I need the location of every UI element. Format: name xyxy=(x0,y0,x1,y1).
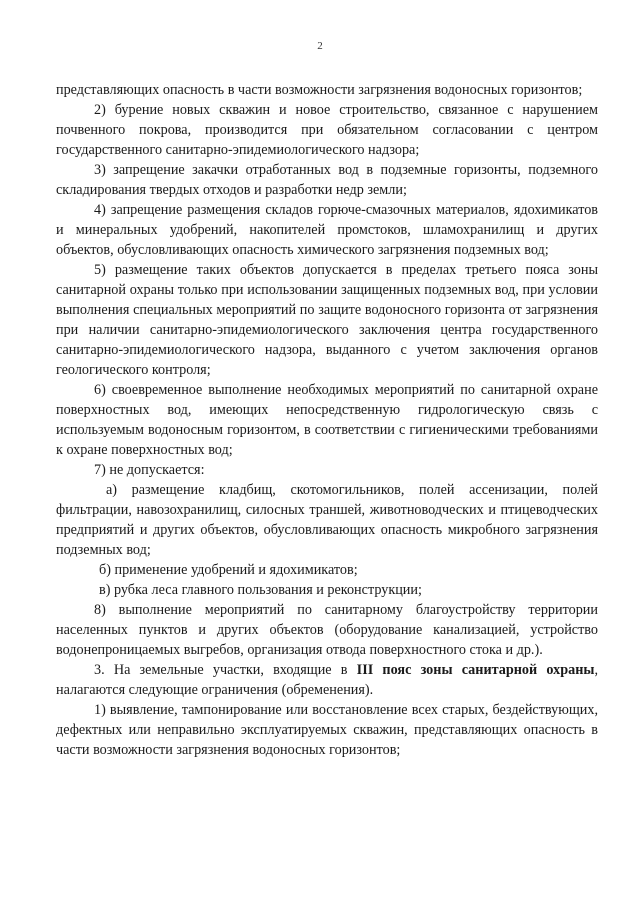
paragraph: 1) выявление, тампонирование или восстановление всех старых, бездействующих, дефектных или неправильно эксплуатируемых скважин, представляющих опасность в части возможности загрязнения водоносных горизонтов; xyxy=(56,702,598,758)
paragraph: 8) выполнение мероприятий по санитарному благоустройству территории населенных пунктов и других объектов (оборудование канализацией, устройство водонепроницаемых выгребов, организация отвода поверхностного стока и др.). xyxy=(56,602,598,658)
paragraph: представляющих опасность в части возможности загрязнения водоносных горизонтов; xyxy=(56,82,583,98)
paragraph: б) применение удобрений и ядохимикатов; xyxy=(99,562,358,578)
paragraph-text: 3. На земельные участки, входящие в xyxy=(94,662,357,678)
paragraph: 6) своевременное выполнение необходимых мероприятий по санитарной охране поверхностных вод, имеющих непосредственную гидрологическую связь с используемым водоносным горизонтом, в соответствии с гигиеническими требованиями к охране поверхностных вод; xyxy=(56,382,598,458)
paragraph: а) размещение кладбищ, скотомогильников, полей ассенизации, полей фильтрации, навозохранилищ, силосных траншей, животноводческих и птицеводческих предприятий и других объектов, обусловливающих опасность микробного загрязнения подземных вод; xyxy=(56,482,598,558)
paragraph-text: , налагаются следующие ограничения (обременения). xyxy=(56,662,598,698)
paragraph: в) рубка леса главного пользования и реконструкции; xyxy=(99,582,422,598)
paragraph: 5) размещение таких объектов допускается в пределах третьего пояса зоны санитарной охраны только при использовании защищенных подземных вод, при условии выполнения специальных мероприятий по защите водоносного горизонта от загрязнения при наличии санитарно-эпидемиологического заключения центра государственного санитарно-эпидемиологического надзора, выданного с учетом заключения органов геологического контроля; xyxy=(56,262,598,378)
paragraph: 4) запрещение размещения складов горюче-смазочных материалов, ядохимикатов и минеральных удобрений, накопителей промстоков, шламохранилищ и других объектов, обусловливающих опасность химического загрязнения подземных вод; xyxy=(56,202,598,258)
zone-name-bold: III пояс зоны санитарной охраны xyxy=(356,662,595,678)
document-body xyxy=(56,80,598,760)
paragraph: 3) запрещение закачки отработанных вод в подземные горизонты, подземного складирования твердых отходов и разработки недр земли; xyxy=(56,162,598,198)
page-number: 2 xyxy=(317,40,323,52)
section-heading-paragraph xyxy=(56,660,598,700)
paragraph: 2) бурение новых скважин и новое строительство, связанное с нарушением почвенного покрова, производится при обязательном согласовании с центром государственного санитарно-эпидемиологического надзора; xyxy=(56,102,598,158)
paragraph: 7) не допускается: xyxy=(94,462,205,478)
